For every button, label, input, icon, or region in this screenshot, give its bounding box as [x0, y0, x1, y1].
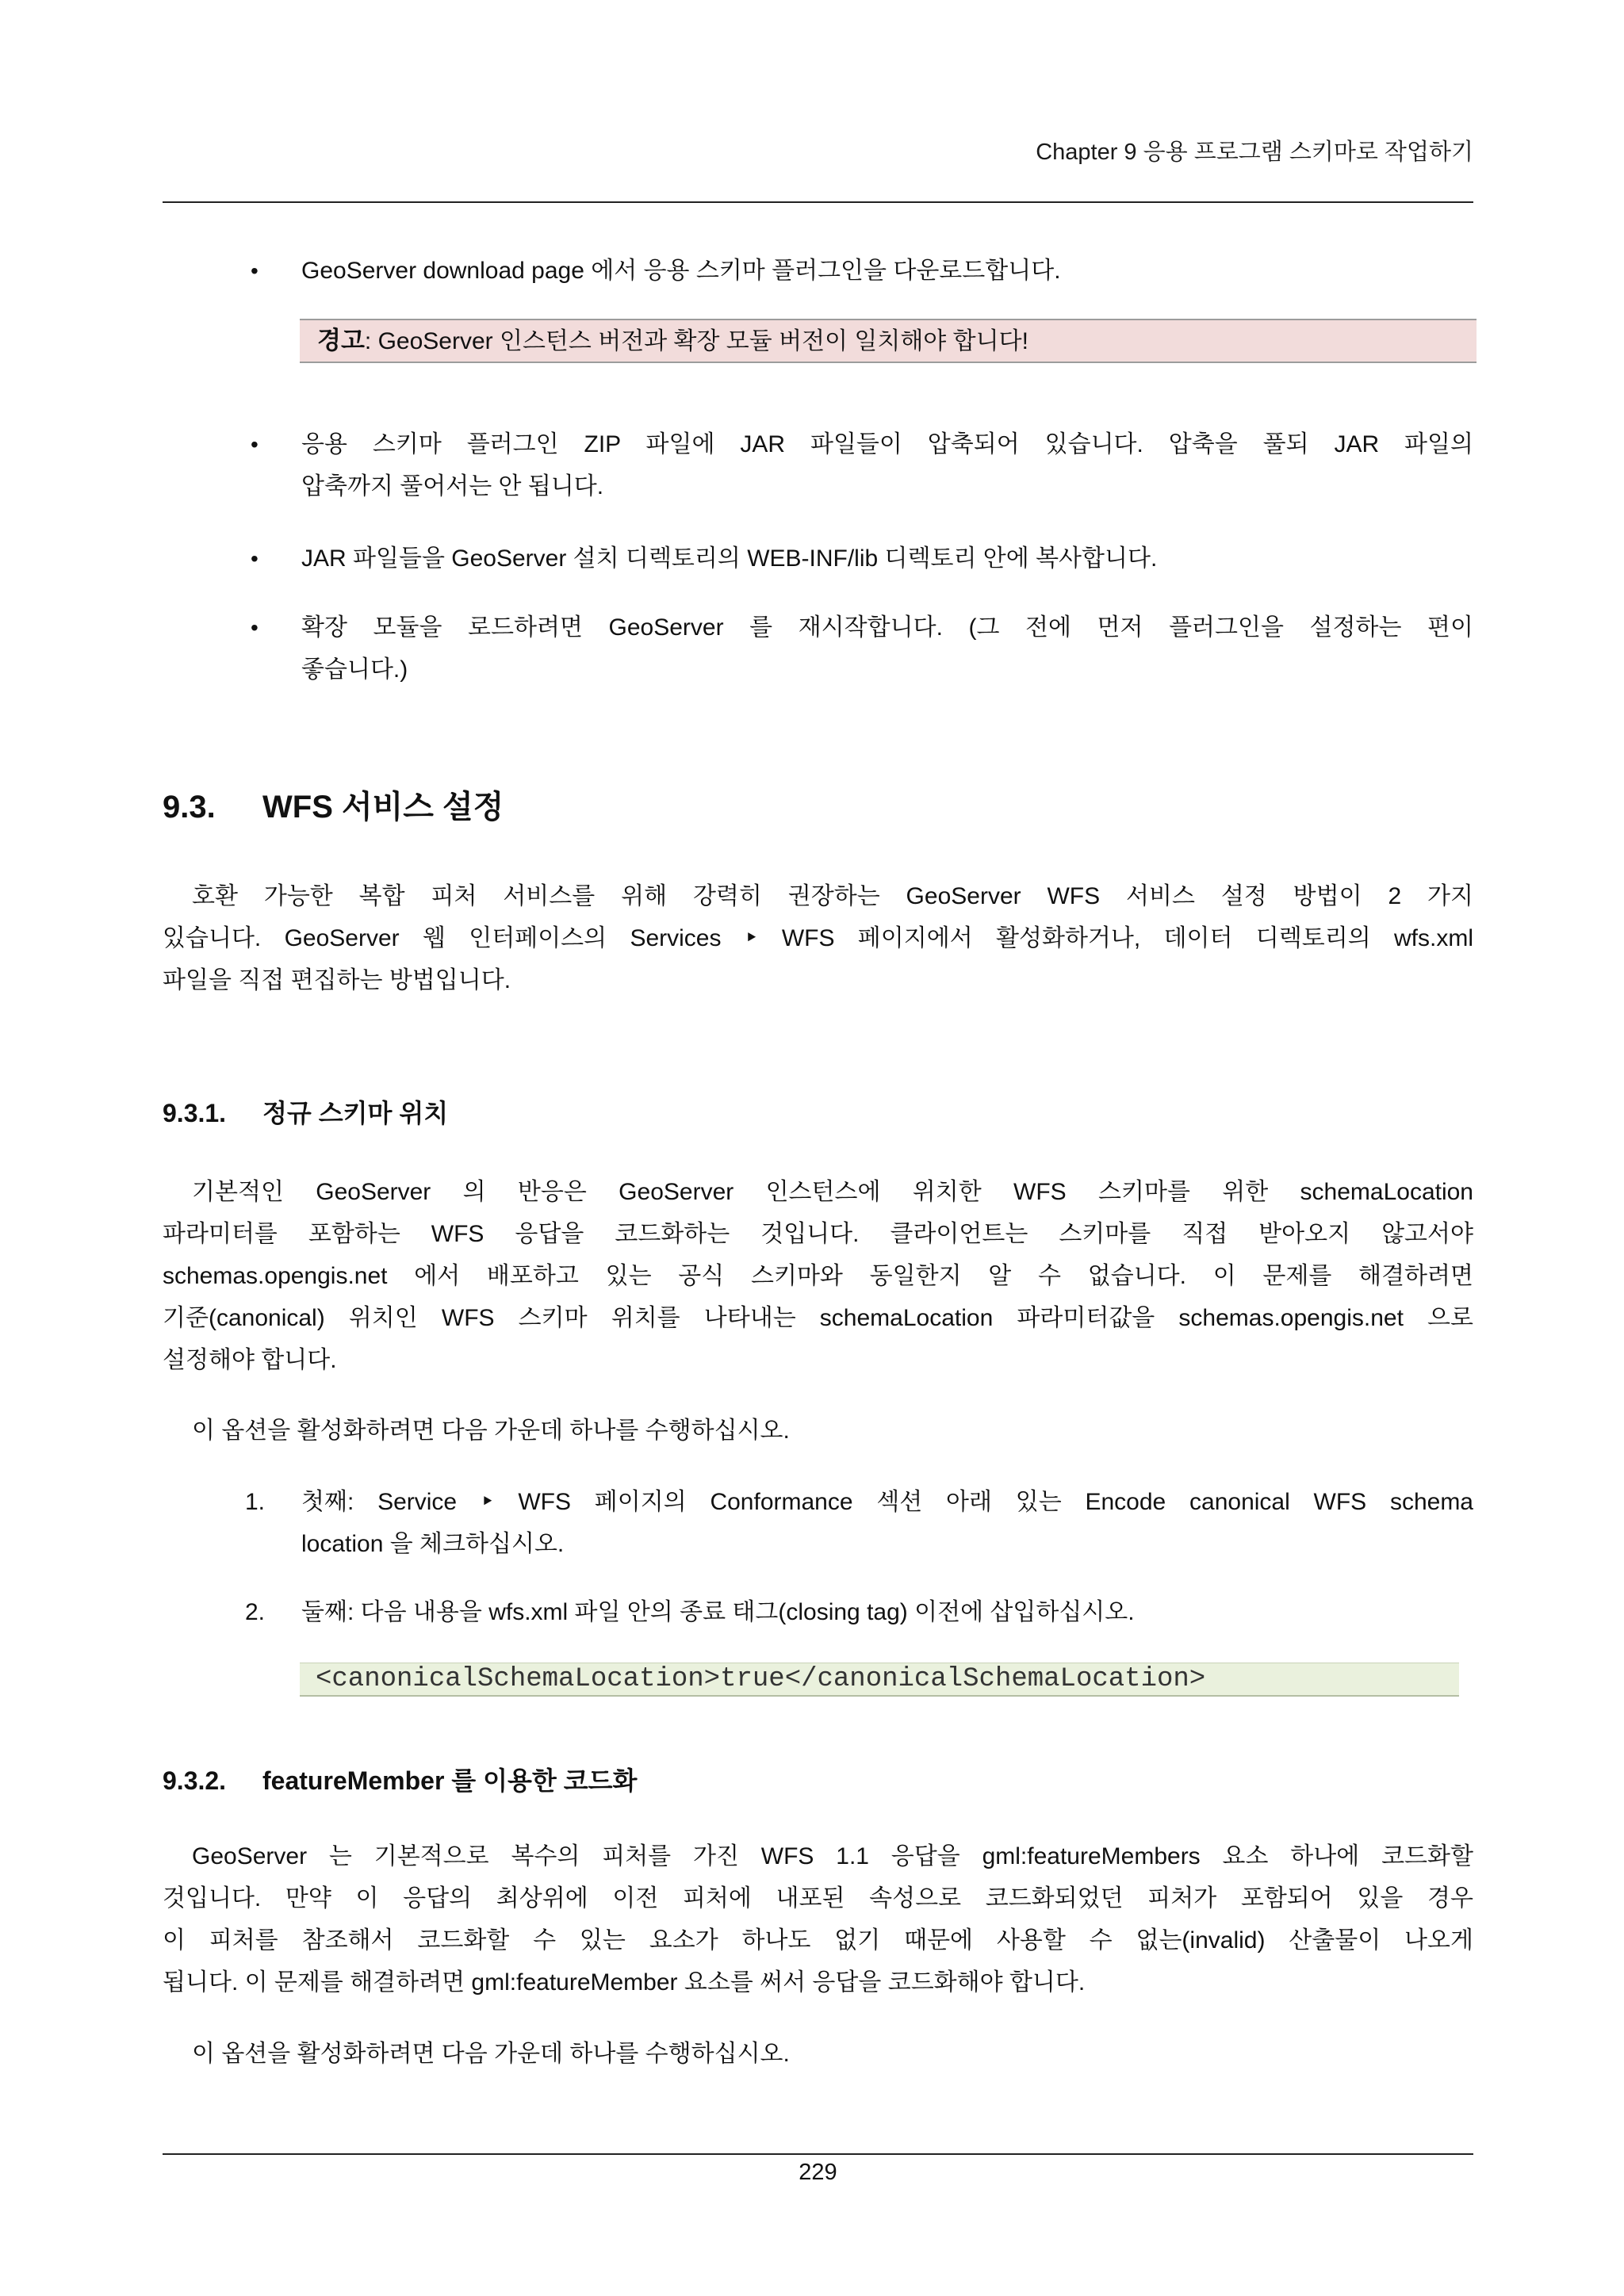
list-item-line: 확장 모듈을 로드하려면 GeoServer 를 재시작합니다. (그 전에 먼저 플러그인을 설정하는 편이 — [301, 614, 1473, 641]
list-item-line: GeoServer download page 에서 응용 스키마 플러그인을 다운로드합니다. — [301, 258, 1061, 284]
paragraph-line: 이 피처를 참조해서 코드화할 수 있는 요소가 하나도 없기 때문에 사용할 수 없는(invalid) 산출물이 나오게 — [163, 1927, 1473, 1954]
step-line: location 을 체크하십시오. — [301, 1531, 565, 1557]
step-number: 1. — [245, 1489, 266, 1515]
paragraph-line: schemas.opengis.net 에서 배포하고 있는 공식 스키마와 동일한지 알 수 없습니다. 이 문제를 해결하려면 — [163, 1263, 1473, 1289]
paragraph-line: 것입니다. 만약 이 응답의 최상위에 이전 피처에 내포된 속성으로 코드화되었던 피처가 포함되어 있을 경우 — [163, 1885, 1473, 1911]
code-snippet: <canonicalSchemaLocation>true</canonicalSchemaLocation> — [300, 1663, 1459, 1697]
list-item-line: 압축까지 풀어서는 안 됩니다. — [301, 473, 604, 499]
subsection-title: 정규 스키마 위치 — [262, 1099, 449, 1127]
warning-callout — [300, 319, 1477, 363]
step-number: 2. — [245, 1599, 266, 1625]
page-number: 229 — [799, 2160, 837, 2185]
paragraph-line: 이 옵션을 활성화하려면 다음 가운데 하나를 수행하십시오. — [192, 2041, 790, 2067]
paragraph-line: 있습니다. GeoServer 웹 인터페이스의 Services ‣ WFS 페이지에서 활성화하거나, 데이터 디렉토리의 wfs.xml — [163, 925, 1473, 951]
paragraph-line: 기본적인 GeoServer 의 반응은 GeoServer 인스턴스에 위치한 WFS 스키마를 위한 schemaLocation — [192, 1179, 1473, 1205]
section-number: 9.3. — [163, 790, 216, 825]
paragraph-line: 호환 가능한 복합 피처 서비스를 위해 강력히 권장하는 GeoServer WFS 서비스 설정 방법이 2 가지 — [192, 883, 1473, 909]
list-item-line: 좋습니다.) — [301, 656, 408, 683]
subsection-number: 9.3.2. — [163, 1766, 227, 1795]
list-item-line: JAR 파일들을 GeoServer 설치 디렉토리의 WEB-INF/lib 디렉토리 안에 복사합니다. — [301, 545, 1158, 572]
paragraph-line: 이 옵션을 활성화하려면 다음 가운데 하나를 수행하십시오. — [192, 1418, 790, 1444]
bullet-icon: • — [251, 432, 259, 457]
subsection-number: 9.3.1. — [163, 1099, 227, 1127]
subsection-title: featureMember 를 이용한 코드화 — [262, 1766, 638, 1795]
list-item — [301, 538, 1473, 580]
warning-text: : GeoServer 인스턴스 버전과 확장 모듈 버전이 일치해야 합니다! — [364, 328, 1028, 354]
warning-label: 경고 — [317, 327, 365, 354]
list-item-line: 응용 스키마 플러그인 ZIP 파일에 JAR 파일들이 압축되어 있습니다. 압축을 풀되 JAR 파일의 — [301, 431, 1473, 457]
section-title: WFS 서비스 설정 — [262, 790, 504, 825]
instruction-paragraph — [163, 2033, 1473, 2075]
bullet-icon: • — [251, 258, 259, 283]
paragraph — [163, 1835, 1473, 2003]
paragraph — [163, 1171, 1473, 1381]
list-item — [301, 607, 1473, 691]
bullet-icon: • — [251, 546, 259, 571]
footer-rule — [163, 2153, 1473, 2155]
instruction-paragraph — [163, 1410, 1473, 1452]
paragraph-line: 파일을 직접 편집하는 방법입니다. — [163, 967, 511, 993]
paragraph — [163, 875, 1473, 1001]
step-line: 둘째: 다음 내용을 wfs.xml 파일 안의 종료 태그(closing tag) 이전에 삽입하십시오. — [301, 1599, 1135, 1625]
paragraph-line: 됩니다. 이 문제를 해결하려면 gml:featureMember 요소를 써서 응답을 코드화해야 합니다. — [163, 1969, 1086, 1996]
step-line: 첫째: Service ‣ WFS 페이지의 Conformance 섹션 아래 있는 Encode canonical WFS schema — [301, 1489, 1473, 1515]
paragraph-line: 기준(canonical) 위치인 WFS 스키마 위치를 나타내는 schemaLocation 파라미터값을 schemas.opengis.net 으로 — [163, 1305, 1473, 1331]
paragraph-line: GeoServer 는 기본적으로 복수의 피처를 가진 WFS 1.1 응답을 gml:featureMembers 요소 하나에 코드화할 — [192, 1843, 1473, 1869]
paragraph-line: 설정해야 합니다. — [163, 1347, 337, 1373]
paragraph-line: 파라미터를 포함하는 WFS 응답을 코드화하는 것입니다. 클라이언트는 스키마를 직접 받아오지 않고서야 — [163, 1221, 1473, 1247]
bullet-icon: • — [251, 615, 259, 640]
header-rule — [163, 201, 1473, 203]
step-item — [301, 1481, 1473, 1565]
running-header: Chapter 9 응용 프로그램 스키마로 작업하기 — [1036, 140, 1473, 165]
list-item — [301, 250, 1473, 292]
step-item — [301, 1591, 1473, 1633]
list-item — [301, 423, 1473, 507]
